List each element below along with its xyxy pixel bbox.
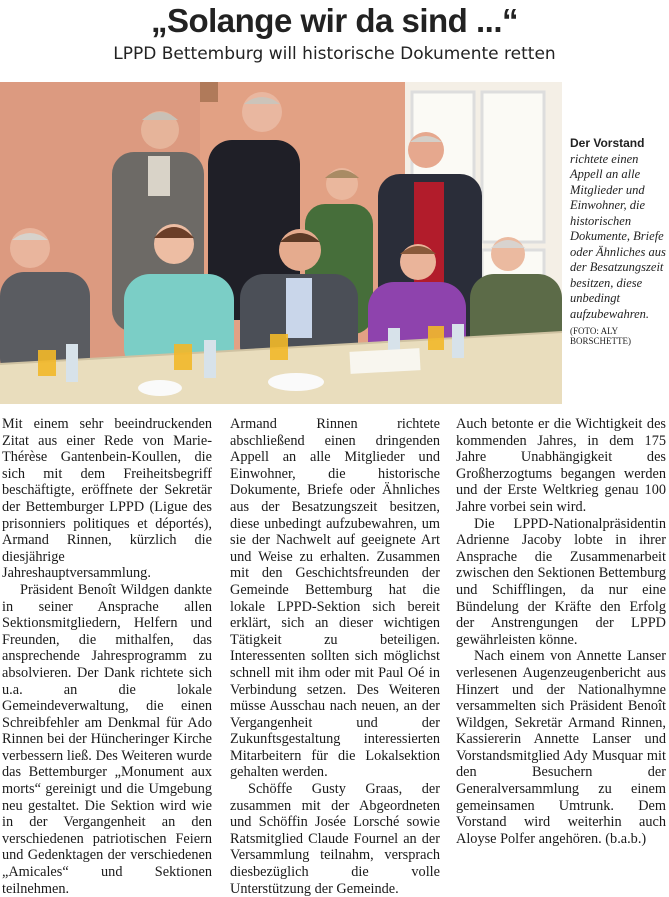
group-photo [0, 82, 562, 404]
photo-caption [570, 136, 667, 346]
article-column-1 [2, 416, 212, 897]
paragraph: Armand Rinnen richtete abschließend einen dringenden Appell an alle Mitglieder und Einwohner, die historische Dokumente, Briefe oder Ähnliches aus der Besatzungszeit besitzen, diese unbedingt aufzubewahren, um sie der Nachwelt auf geeignete Art und Weise zu erhalten. Zusammen mit den Geschichtsfreunden der Gemeinde Bettemburg hat die lokale LPPD-Sektion sich bereit erklärt, sich an dieser wichtigen Tätigkeit zu beteiligen. Interessenten sollten sich möglichst schnell mit ihm oder mit Paul Oé in Verbindung setzen. Des Weiteren müsse Ausschau nach neuen, an der Vergangenheit und der Zukunftsgestaltung interessierten Mitarbeitern für die Lokalsektion gehalten werden. [230, 416, 440, 781]
photo-illustration [0, 82, 562, 404]
paragraph: Mit einem sehr beeindruckenden Zitat aus einer Rede von Marie-Thérèse Gantenbein-Koullen, die sich mit dem Freiheitsbegriff beschäftigte, eröffnete der Sekretär der Bettemburger LPPD (Ligue des prisonniers politiques et déportés), Armand Rinnen, kürzlich die diesjährige Jahreshauptversammlung. [2, 416, 212, 582]
paragraph: Auch betonte er die Wichtigkeit des kommenden Jahres, in dem 175 Jahre Unabhängigkeit des Großherzogtums begangen werden und der Erste Weltkrieg genau 100 Jahre vorbei sein wird. [456, 416, 666, 515]
paragraph: Präsident Benoît Wildgen dankte in seiner Ansprache allen Sektionsmitgliedern, Helfern und Freunden, die mithalfen, das ansprechende Jahresprogramm zu absolvieren. Der Dank richtete sich u.a. an die lokale Gemeindeverwaltung, die einen Schreibfehler am Denkmal für Ado Rinnen bei der Hüncheringer Kirche verbessern ließ. Des Weiteren wurde das Bettemburger „Monument aux morts“ gereinigt und die Umgebung neu gestaltet. Die Sektion wird wie in der Vergangenheit an den verschiedenen patriotischen Feiern und Gedenktagen der verschiedenen „Amicales“ und Sektionen teilnehmen. [2, 581, 212, 897]
paragraph: Schöffe Gusty Graas, der zusammen mit der Abgeordneten und Schöffin Josée Lorsché sowie Ratsmitglied Claude Fournel an der Versammlung teilnahm, versprach diesbezüglich die volle Unterstützung der Gemeinde. [230, 781, 440, 897]
subheadline: LPPD Bettemburg will historische Dokumente retten [113, 44, 556, 64]
paragraph: Nach einem von Annette Lanser verlesenen Augenzeugenbericht aus Hinzert und der Nationalhymne versammelten sich Präsident Benoît Wildgen, Sekretär Armand Rinnen, Kassiererin Annette Lanser und Vorstandsmitglied Ady Musquar mit den Besuchern der Generalversammlung zu einem gemeinsamen Umtrunk. Dem Vorstand wird weiterhin auch Aloyse Polfer angehören. (b.a.b.) [456, 648, 666, 847]
photo-credit: (FOTO: ALY BORSCHETTE) [570, 326, 632, 346]
caption-text: richtete einen Appell an alle Mitglieder und Einwohner, die historischen Dokumente, Briefe oder Ähnliches aus der Besatzungszeit besitzen, diese unbedingt aufzubewahren. [570, 151, 666, 321]
paragraph: Die LPPD-Nationalpräsidentin Adrienne Jacoby lobte in ihrer Ansprache die Zusammenarbeit zwischen den Sektionen Bettemburg und Schifflingen, da nur eine Bündelung der Kräfte den Erfolg der Anstrengungen der LPPD gewährleisten könne. [456, 515, 666, 648]
caption-head: Der Vorstand [570, 136, 645, 150]
headline: „Solange wir da sind ...“ [150, 2, 519, 39]
article-column-3 [456, 416, 666, 847]
article-column-2 [230, 416, 440, 897]
